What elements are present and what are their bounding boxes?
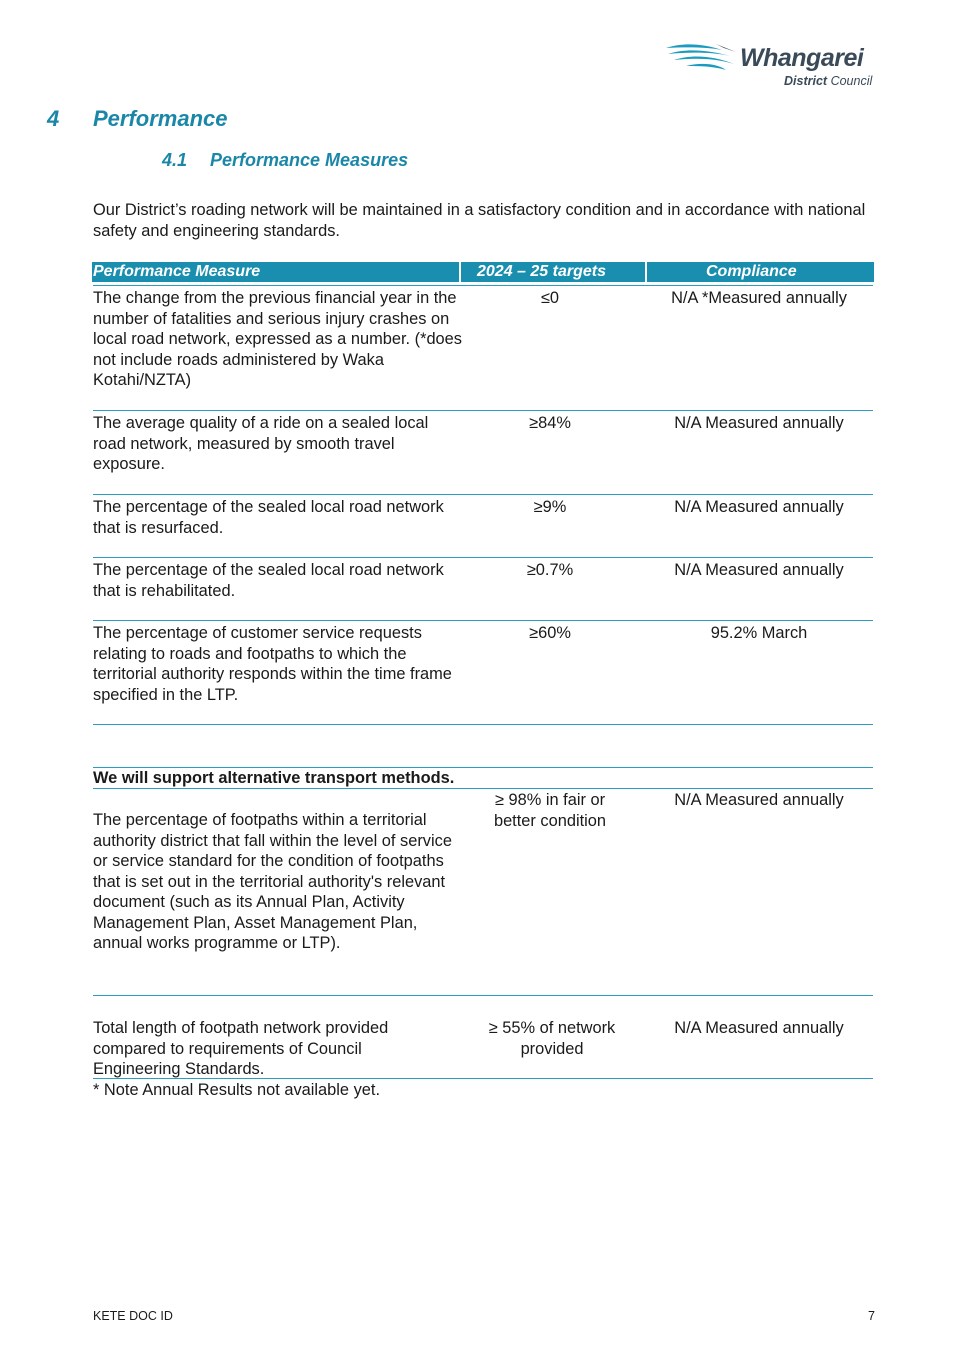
header-divider [459,262,461,282]
table-rule [93,557,873,558]
compliance-cell: N/A Measured annually [674,414,844,432]
wave-logo-icon [664,42,744,72]
compliance-cell: N/A *Measured annually [671,289,847,307]
target-cell: ≥84% [529,414,571,432]
header-compliance: Compliance [706,263,797,280]
header-divider [645,262,647,282]
measure-cell: The percentage of the sealed local road network that is resurfaced. [93,498,444,537]
table-rule [93,995,873,996]
header-targets: 2024 – 25 targets [477,263,606,280]
table-rule [93,1078,873,1079]
measure-cell: The percentage of footpaths within a territorial authority district that fall within the level of service or service standard for the condition of footpaths that is set out in the territorial authority's relevant document (such as its Annual Plan, Activity Management Plan, Asset Management Plan, annual works programme or LTP). [93,811,452,952]
measure-cell: Total length of footpath network provided compared to requirements of Council Engineering Standards. [93,1019,389,1078]
logo-subtitle: District Council [784,74,873,88]
compliance-cell: N/A Measured annually [674,1019,844,1037]
table-rule [93,620,873,621]
target-cell: ≥ 55% of network provided [488,1019,616,1058]
measure-cell: The average quality of a ride on a sealed local road network, measured by smooth travel exposure. [93,414,429,473]
measure-cell: The percentage of customer service requests relating to roads and footpaths to which the territorial authority responds within the time frame specified in the LTP. [93,624,452,704]
subsection-title: Performance Measures [210,150,409,170]
measure-cell: The change from the previous financial year in the number of fatalities and serious injury crashes on local road network, expressed as a number. (*does not include roads administered by Waka Kotahi/NZTA) [93,289,462,389]
section-number: 4 [47,106,60,131]
footer-doc-id: KETE DOC ID [93,1309,173,1323]
target-cell: ≥60% [529,624,571,642]
table-rule [93,724,873,725]
compliance-cell: N/A Measured annually [674,791,844,809]
results-note: * Note Annual Results not available yet. [93,1081,381,1099]
measure-cell: The percentage of the sealed local road network that is rehabilitated. [93,561,444,600]
page-number: 7 [868,1309,875,1323]
header-performance-measure: Performance Measure [93,263,261,280]
section-heading [47,106,228,132]
compliance-cell: N/A Measured annually [674,561,844,579]
target-cell: ≥ 98% in fair or better condition [493,791,607,830]
table-rule [93,788,873,789]
section-row-heading: We will support alternative transport methods. [93,769,455,787]
logo-name: Whangarei [740,44,864,72]
table-rule [93,410,873,411]
table-rule [93,285,873,286]
compliance-cell: 95.2% March [710,624,808,642]
table-header [92,262,874,282]
subsection-number: 4.1 [162,150,188,170]
intro-paragraph: Our District’s roading network will be maintained in a satisfactory condition and in accordance with national safety and engineering standards. [93,201,866,240]
table-rule [93,494,873,495]
compliance-cell: N/A Measured annually [674,498,844,516]
target-cell: ≤0 [540,289,560,307]
target-cell: ≥0.7% [526,561,574,579]
council-logo [664,40,884,92]
subsection-heading [162,150,408,171]
section-title: Performance [93,106,228,131]
target-cell: ≥9% [533,498,567,516]
